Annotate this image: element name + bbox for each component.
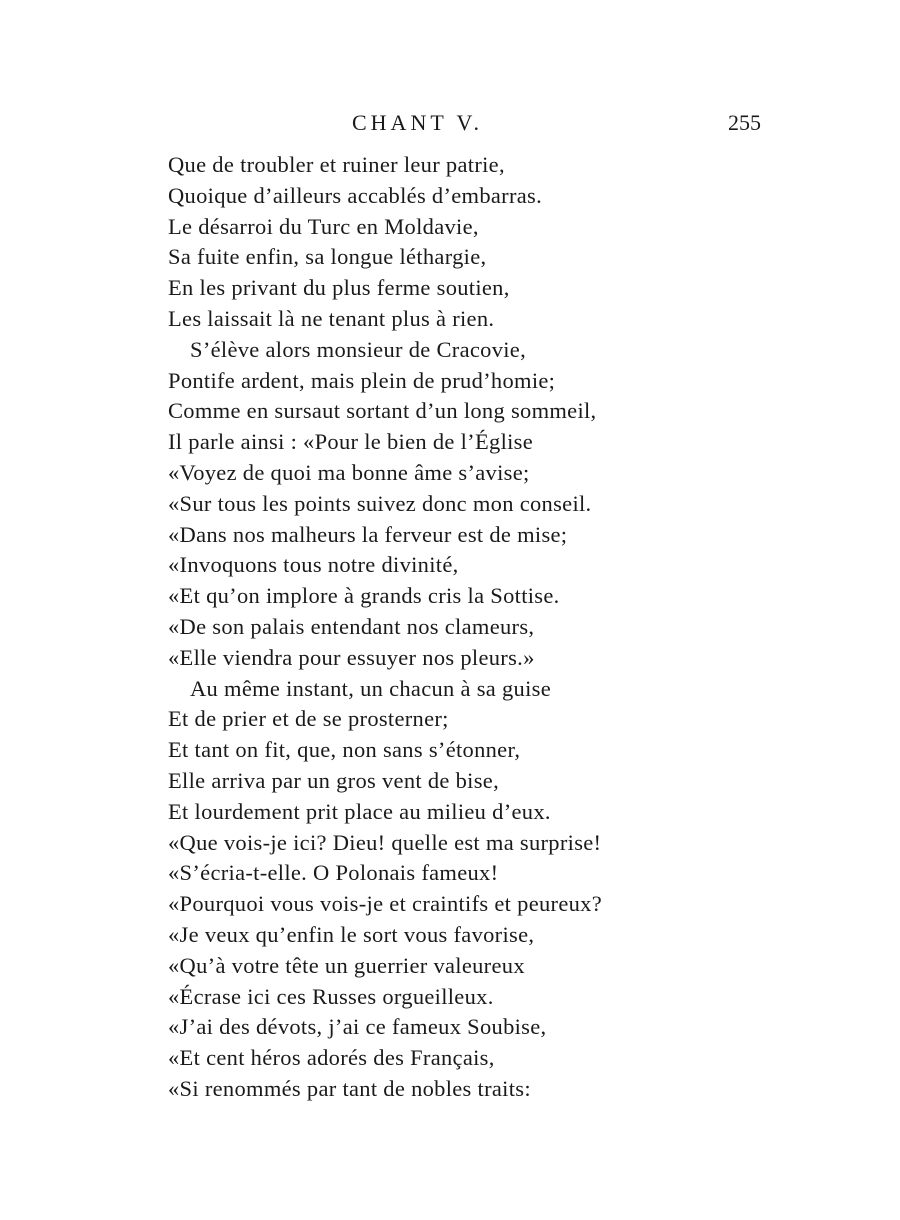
verse-line: Au même instant, un chacun à sa guise [190,675,552,701]
verse-line: En les privant du plus ferme soutien, [168,275,510,301]
verse-line: «J’ai des dévots, j’ai ce fameux Soubise, [168,1014,547,1040]
verse-line: «Si renommés par tant de nobles traits: [168,1075,531,1101]
verse-line: Et lourdement prit place au milieu d’eux. [168,798,551,824]
verse-line: Comme en sursaut sortant d’un long sommeil, [168,398,597,424]
verse-line: Elle arriva par un gros vent de bise, [168,767,499,793]
verse-line: «Et qu’on implore à grands cris la Sottise. [168,583,560,609]
verse-line: Pontife ardent, mais plein de prud’homie; [168,367,556,393]
verse-line: «Sur tous les points suivez donc mon conseil. [168,490,592,516]
verse-line: «Que vois-je ici? Dieu! quelle est ma surprise! [168,829,602,855]
verse-line: Et tant on fit, que, non sans s’étonner, [168,737,521,763]
verse-line: «Voyez de quoi ma bonne âme s’avise; [168,459,530,485]
verse-line: «Écrase ici ces Russes orgueilleux. [168,983,494,1009]
verse-line: «S’écria-t-elle. O Polonais fameux! [168,860,499,886]
verse-line: «Elle viendra pour essuyer nos pleurs.» [168,644,535,670]
verse-line: Il parle ainsi : «Pour le bien de l’Église [168,429,534,455]
poem-text [168,150,668,1105]
chapter-title: CHANT V. [352,110,484,135]
running-head [0,108,900,138]
verse-line: Le désarroi du Turc en Moldavie, [168,213,479,239]
verse-line: Que de troubler et ruiner leur patrie, [168,152,505,177]
verse-line: Et de prier et de se prosterner; [168,706,449,732]
verse-line: Quoique d’ailleurs accablés d’embarras. [168,182,543,208]
verse-line: «Je veux qu’enfin le sort vous favorise, [168,921,535,947]
verse-line: «Pourquoi vous vois-je et craintifs et peureux? [168,891,602,917]
verse-line: «Dans nos malheurs la ferveur est de mise; [168,521,568,547]
verse-line: S’élève alors monsieur de Cracovie, [190,336,527,362]
verse-line: «Invoquons tous notre divinité, [168,552,459,578]
verse-line: «Et cent héros adorés des Français, [168,1045,495,1071]
verse-line: «De son palais entendant nos clameurs, [168,613,535,639]
verse-line: Les laissait là ne tenant plus à rien. [168,305,495,331]
page-number: 255 [728,110,761,135]
verse-line: «Qu’à votre tête un guerrier valeureux [168,952,525,978]
verse-line: Sa fuite enfin, sa longue léthargie, [168,244,487,270]
